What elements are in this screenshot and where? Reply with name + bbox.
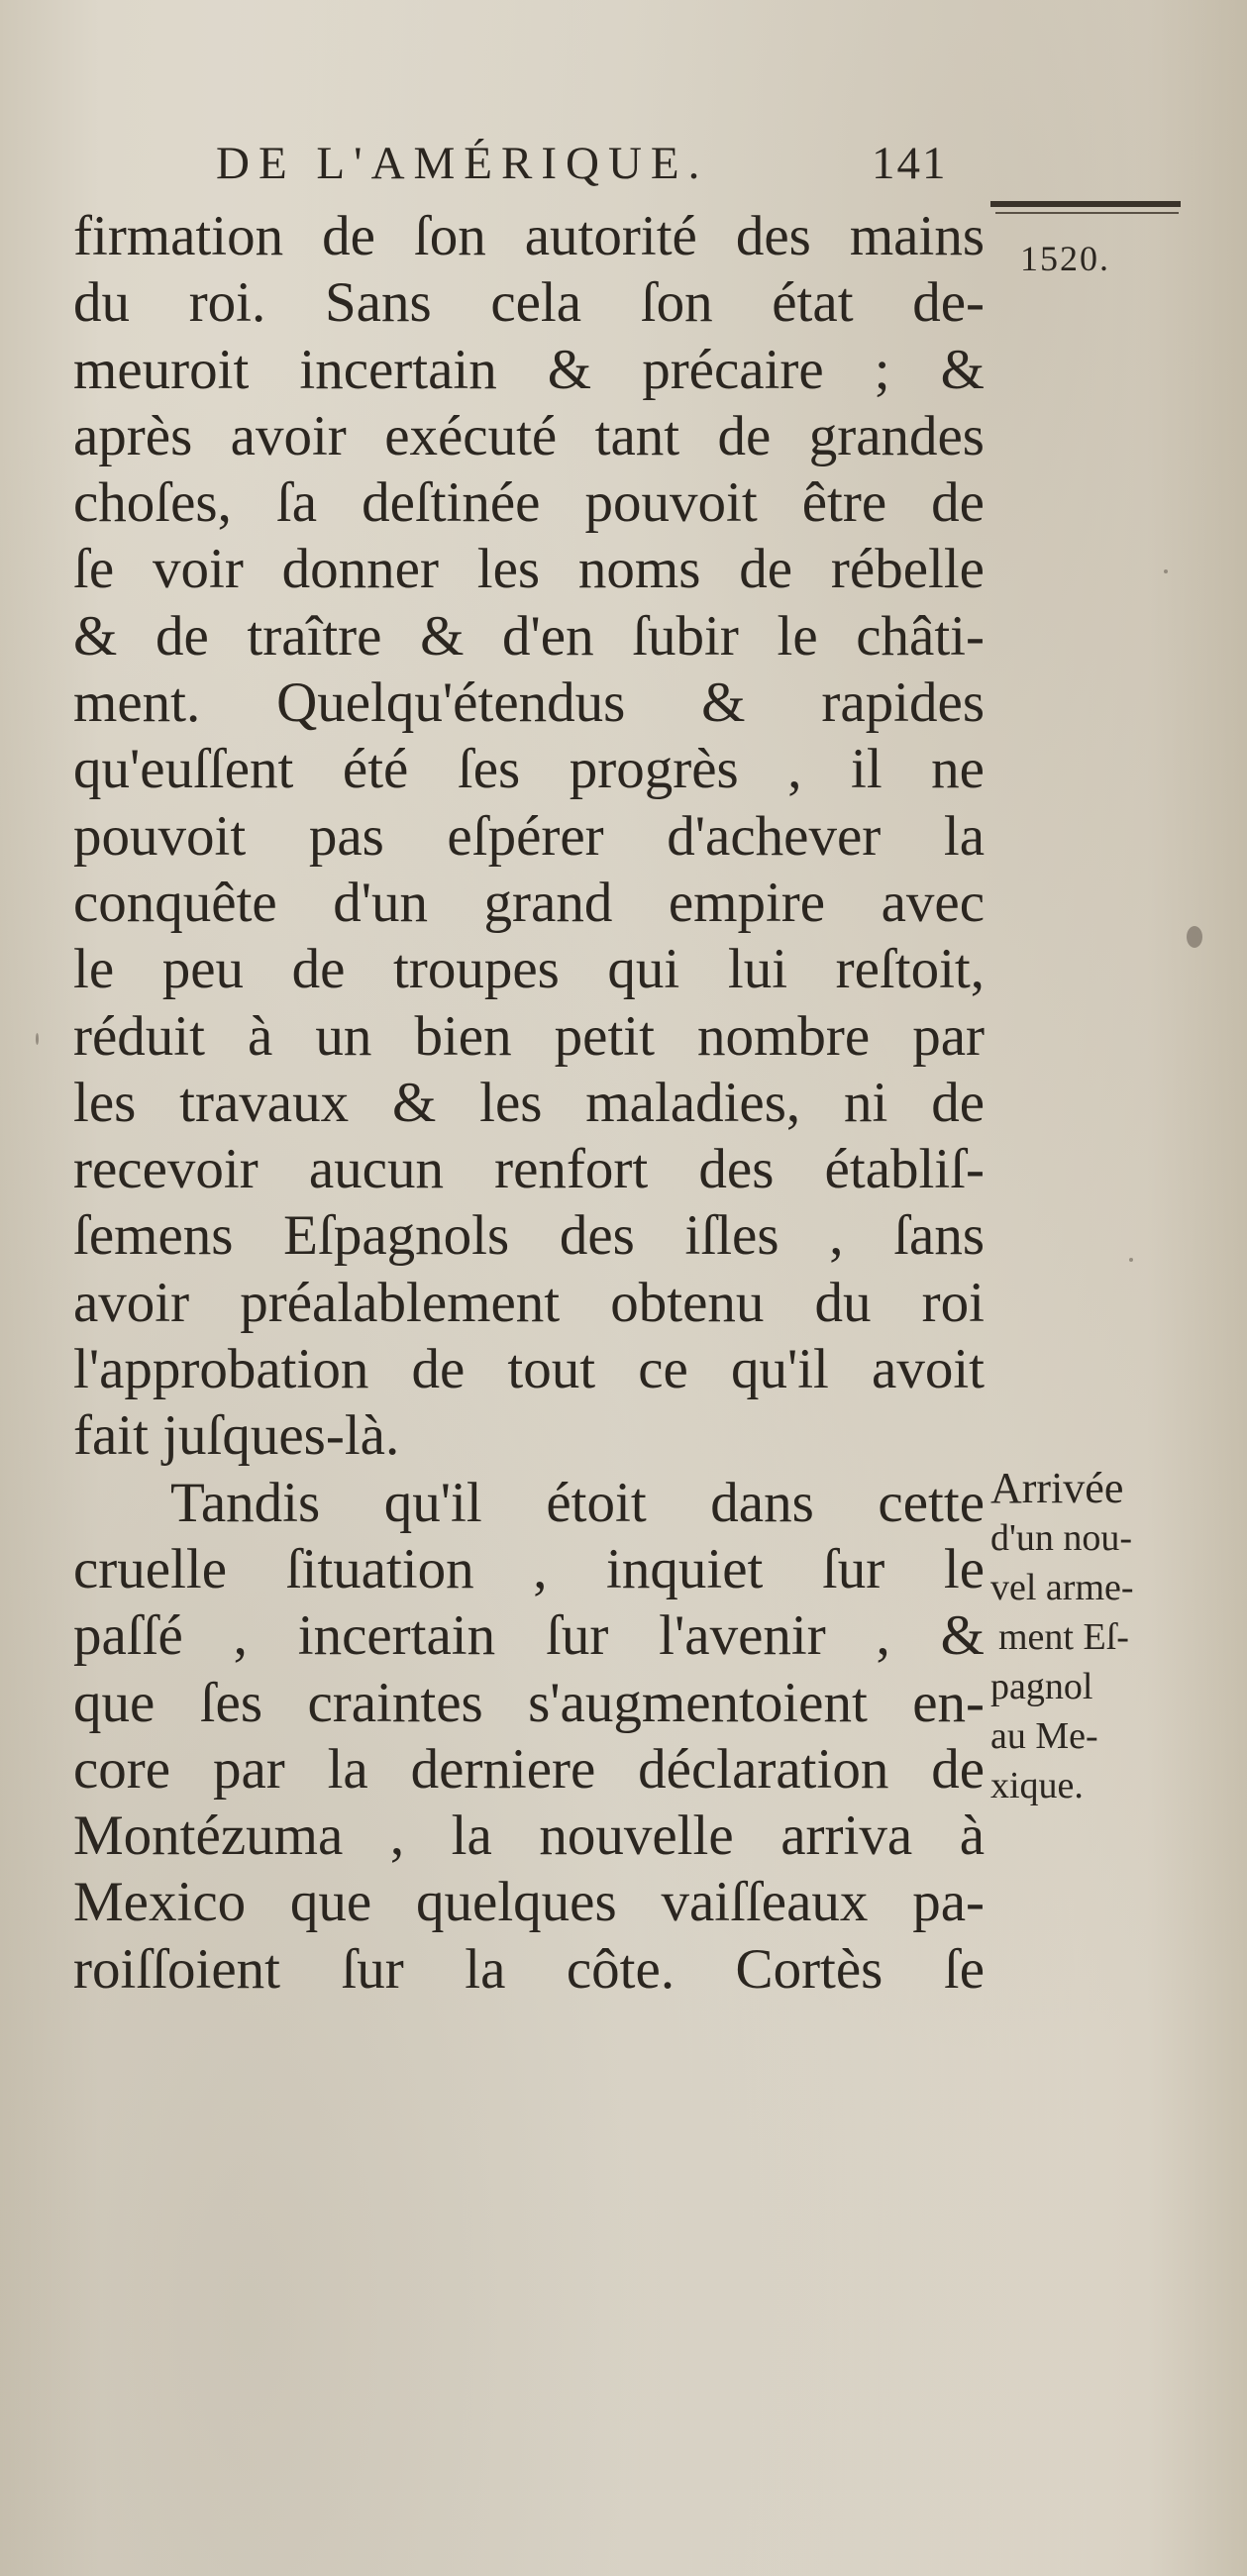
marginal-note	[990, 1464, 1189, 1810]
text-line: roiſſoient ſur la côte. Cortès ſe	[73, 1937, 985, 2001]
text-line: fait juſques-là.	[73, 1404, 400, 1468]
text-line: ſe voir donner les noms de rébelle	[73, 538, 985, 601]
marginal-note-line: d'un nou-	[990, 1517, 1133, 1559]
paper-speck	[1164, 569, 1168, 573]
text-line: conquête d'un grand empire avec	[73, 871, 985, 934]
text-line: & de traître & d'en ſubir le châti-	[73, 604, 985, 668]
text-line: core par la derniere déclaration de	[73, 1737, 985, 1801]
text-line: ment. Quelqu'étendus & rapides	[73, 671, 985, 735]
paper-speck	[1129, 1258, 1133, 1262]
text-line: choſes, ſa deſtinée pouvoit être de	[73, 471, 985, 535]
paper-speck	[36, 1033, 39, 1045]
text-line: pouvoit pas eſpérer d'achever la	[73, 804, 985, 868]
marginal-note-line: xique.	[990, 1765, 1084, 1806]
page-number: 141	[872, 138, 948, 189]
marginal-note-line: pagnol	[990, 1666, 1093, 1707]
text-line: l'approbation de tout ce qu'il avoit	[73, 1338, 985, 1401]
paper-speck	[1187, 926, 1202, 948]
text-line: cruelle ſituation , inquiet ſur le	[73, 1537, 985, 1600]
header-rule	[990, 201, 1181, 207]
marginal-note-line: au Me-	[990, 1715, 1098, 1757]
text-line: du roi. Sans cela ſon état de-	[73, 271, 985, 335]
text-line: après avoir exécuté tant de grandes	[73, 404, 985, 467]
text-line: le peu de troupes qui lui reſtoit,	[73, 938, 985, 1001]
running-title: DE L'AMÉRIQUE.	[216, 138, 709, 189]
text-line: Montézuma , la nouvelle arriva à	[73, 1804, 985, 1868]
text-line: réduit à un bien petit nombre par	[73, 1004, 985, 1068]
text-line: recevoir aucun renfort des établiſ-	[73, 1138, 985, 1201]
text-line: qu'euſſent été ſes progrès , il ne	[73, 738, 985, 801]
margin-year: 1520.	[1020, 239, 1110, 278]
text-line: firmation de ſon autorité des mains	[73, 205, 985, 267]
text-line: meuroit incertain & précaire ; &	[73, 338, 985, 401]
text-line: Mexico que quelques vaiſſeaux pa-	[73, 1871, 985, 1934]
text-line: paſſé , incertain ſur l'avenir , &	[73, 1604, 985, 1668]
text-line: ſemens Eſpagnols des iſles , ſans	[73, 1204, 985, 1268]
text-line: les travaux & les maladies, ni de	[73, 1071, 985, 1134]
text-line: que ſes craintes s'augmentoient en-	[73, 1671, 985, 1734]
running-header	[216, 137, 969, 196]
body-text	[73, 203, 985, 2003]
marginal-note-line: Arrivée	[990, 1464, 1124, 1512]
header-rule-thin	[995, 212, 1179, 214]
text-line: avoir préalablement obtenu du roi	[73, 1271, 985, 1334]
marginal-note-line: vel arme-	[990, 1567, 1134, 1608]
text-line: Tandis qu'il étoit dans cette	[170, 1471, 985, 1534]
marginal-note-line: ment Eſ-	[998, 1616, 1129, 1658]
